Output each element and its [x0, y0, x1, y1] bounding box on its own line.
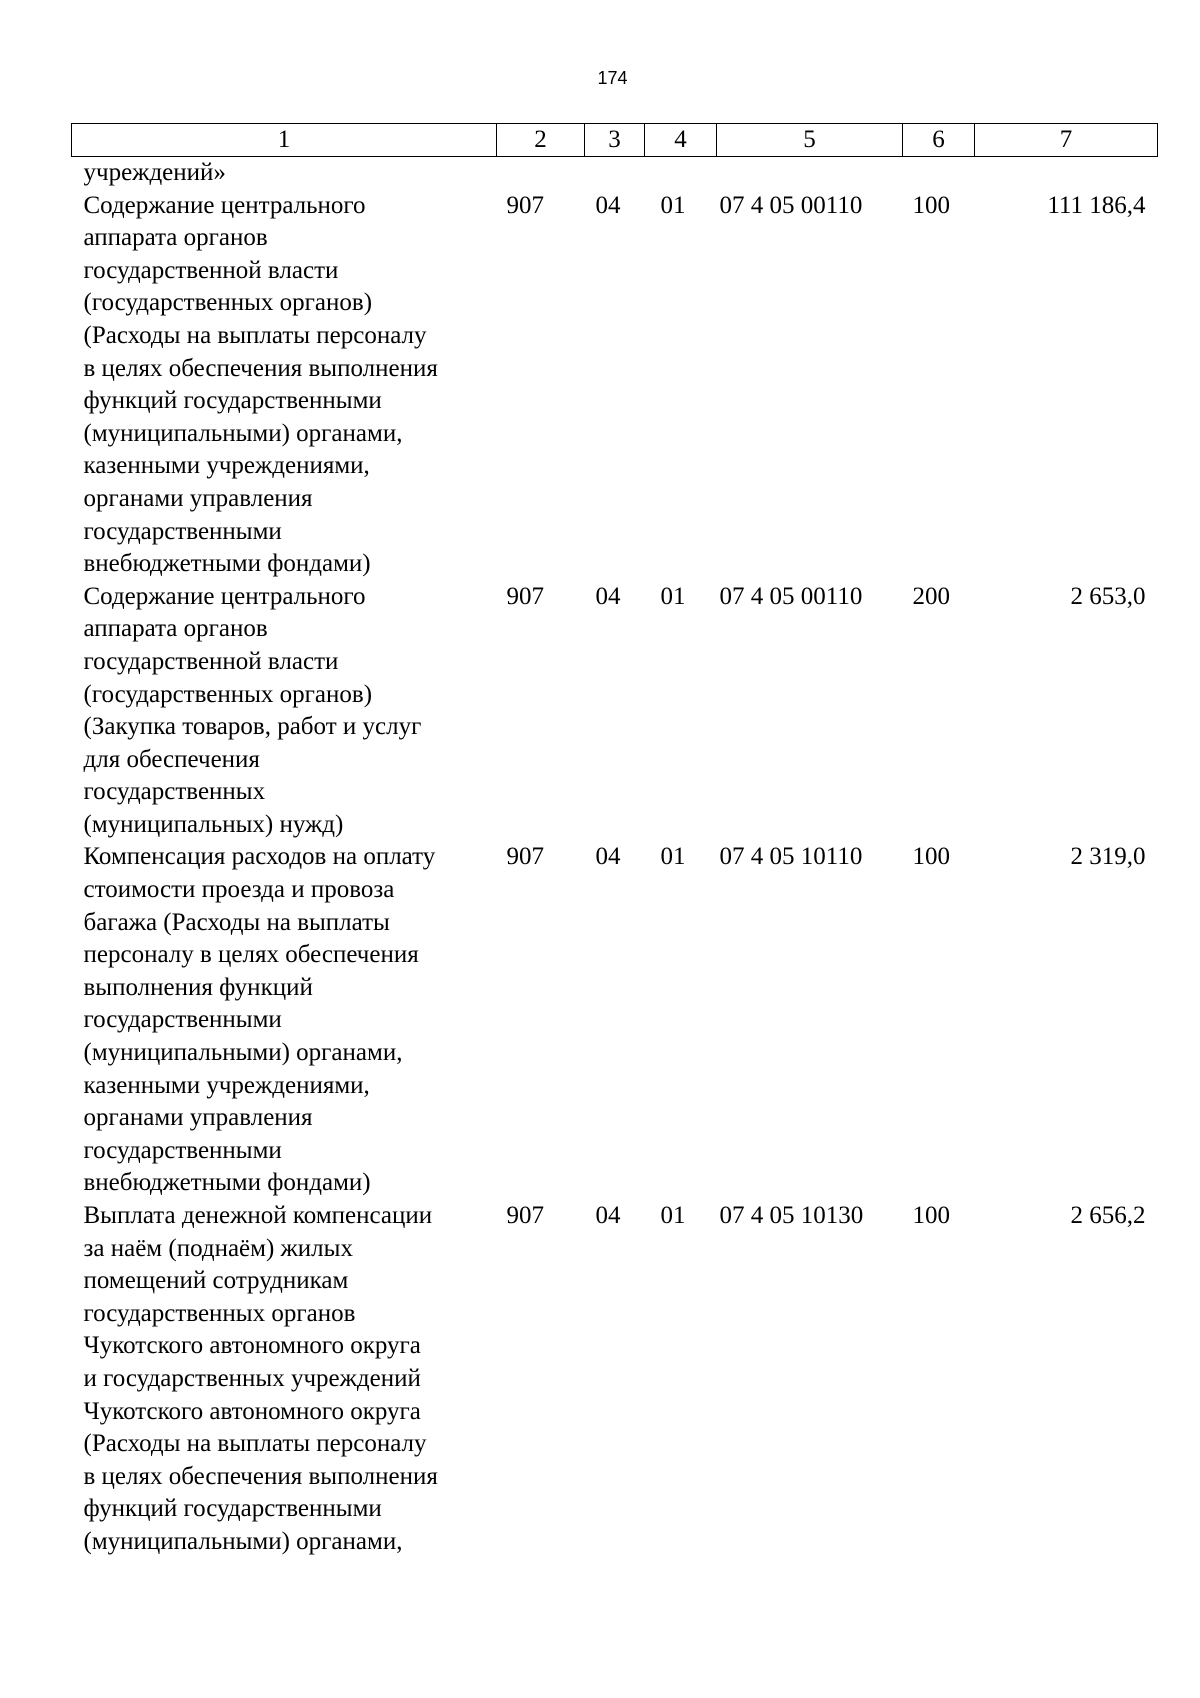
row-name-line: государственными	[83, 1136, 282, 1164]
row-name-cell	[72, 157, 497, 190]
row-name-line: государственными	[83, 517, 282, 545]
table-row	[72, 190, 1158, 581]
table-row	[72, 1200, 1158, 1559]
row-name-line: Чукотского автономного округа	[83, 1397, 421, 1425]
row-name-cell	[72, 581, 497, 842]
amount-cell: 2 319,0	[1070, 843, 1146, 871]
expense-type-cell: 100	[912, 843, 950, 871]
row-name-line: аппарата органов	[83, 224, 268, 252]
subsection-code-cell: 01	[660, 582, 686, 610]
row-name-line: (муниципальными) органами,	[83, 419, 403, 447]
expense-type-cell: 100	[912, 191, 950, 219]
target-article-cell: 07 4 05 00110	[719, 582, 863, 610]
row-name-line: для обеспечения	[83, 745, 260, 773]
row-name-line: внебюджетными фондами)	[83, 550, 371, 578]
row-name-line: (государственных органов)	[83, 289, 373, 317]
page-number: 174	[597, 68, 628, 88]
table-row	[72, 581, 1158, 842]
budget-table	[71, 123, 1158, 1559]
row-name-line: функций государственными	[83, 387, 382, 415]
row-name-line: за наём (поднаём) жилых	[83, 1234, 353, 1262]
row-name-cell	[72, 841, 497, 1200]
target-article-cell	[717, 157, 903, 190]
row-name-line: Чукотского автономного округа	[83, 1332, 421, 1360]
amount-cell: 111 186,4	[1047, 191, 1146, 219]
row-name-line: учреждений»	[83, 159, 226, 186]
subsection-code-cell: 01	[660, 191, 686, 219]
row-name-line: казенными учреждениями,	[83, 452, 370, 480]
section-code-cell: 04	[595, 582, 621, 610]
row-name-line: (муниципальными) органами,	[83, 1039, 403, 1067]
row-name-line: органами управления	[83, 1104, 313, 1132]
admin-code-cell	[497, 157, 585, 190]
row-name-line: Содержание центрального	[83, 191, 366, 219]
row-name-line: Компенсация расходов на оплату	[83, 843, 436, 871]
amount-cell: 2 656,2	[1070, 1202, 1146, 1229]
table-row	[72, 841, 1158, 1200]
row-name-line: внебюджетными фондами)	[83, 1169, 371, 1197]
row-name-line: в целях обеспечения выполнения	[83, 1462, 438, 1490]
header-col-7: 7	[975, 124, 1158, 157]
table-header	[72, 124, 1158, 157]
row-name-line: аппарата органов	[83, 615, 268, 643]
section-code-cell: 04	[595, 1202, 621, 1229]
row-name-line: казенными учреждениями,	[83, 1071, 370, 1099]
header-col-4: 4	[645, 124, 717, 157]
target-article-cell: 07 4 05 10110	[719, 843, 863, 871]
header-col-5: 5	[717, 124, 903, 157]
row-name-line: (Расходы на выплаты персоналу	[83, 321, 427, 349]
row-name-line: помещений сотрудникам	[83, 1267, 349, 1295]
row-name-line: государственными	[83, 1006, 282, 1034]
target-article-cell: 07 4 05 10130	[719, 1202, 864, 1229]
row-name-line: (Закупка товаров, работ и услуг	[83, 713, 422, 741]
header-row	[72, 124, 1158, 157]
row-name-line: государственной власти	[83, 647, 339, 675]
admin-code-cell: 907	[506, 582, 544, 610]
row-name-line: функций государственными	[83, 1495, 382, 1523]
amount-cell	[975, 157, 1158, 190]
subsection-code-cell: 01	[660, 1202, 686, 1229]
admin-code-cell: 907	[506, 1202, 544, 1229]
row-name-line: (Расходы на выплаты персоналу	[83, 1430, 427, 1458]
row-name-line: багажа (Расходы на выплаты	[83, 908, 390, 936]
row-name-line: (муниципальными) органами,	[83, 1527, 403, 1555]
row-name-cell	[72, 1200, 497, 1559]
amount-cell: 2 653,0	[1070, 582, 1146, 610]
row-name-cell	[72, 190, 497, 581]
subsection-code-cell	[645, 157, 717, 190]
row-name-line: в целях обеспечения выполнения	[83, 354, 438, 382]
row-name-line: органами управления	[83, 484, 313, 512]
section-code-cell: 04	[595, 843, 621, 871]
header-col-2: 2	[497, 124, 585, 157]
admin-code-cell: 907	[506, 191, 544, 219]
expense-type-cell: 200	[912, 582, 950, 610]
row-name-line: государственной власти	[83, 256, 339, 284]
expense-type-cell	[903, 157, 975, 190]
header-col-6: 6	[903, 124, 975, 157]
table-body	[72, 157, 1158, 1559]
row-name-line: персоналу в целях обеспечения	[83, 941, 419, 969]
row-name-line: (государственных органов)	[83, 680, 373, 708]
subsection-code-cell: 01	[660, 843, 686, 871]
row-name-line: стоимости проезда и провоза	[83, 876, 395, 904]
section-code-cell	[585, 157, 645, 190]
header-col-3: 3	[585, 124, 645, 157]
admin-code-cell: 907	[506, 843, 544, 871]
row-name-line: государственных органов	[83, 1299, 356, 1327]
row-name-line: государственных	[83, 778, 266, 806]
header-col-1: 1	[72, 124, 497, 157]
target-article-cell: 07 4 05 00110	[719, 191, 863, 219]
row-name-line: Содержание центрального	[83, 582, 366, 610]
table-row	[72, 157, 1158, 190]
section-code-cell: 04	[595, 191, 621, 219]
row-name-line: и государственных учреждений	[83, 1364, 421, 1392]
row-name-line: выполнения функций	[83, 973, 313, 1001]
row-name-line: Выплата денежной компенсации	[83, 1202, 433, 1229]
expense-type-cell: 100	[912, 1202, 950, 1229]
row-name-line: (муниципальных) нужд)	[83, 810, 344, 838]
